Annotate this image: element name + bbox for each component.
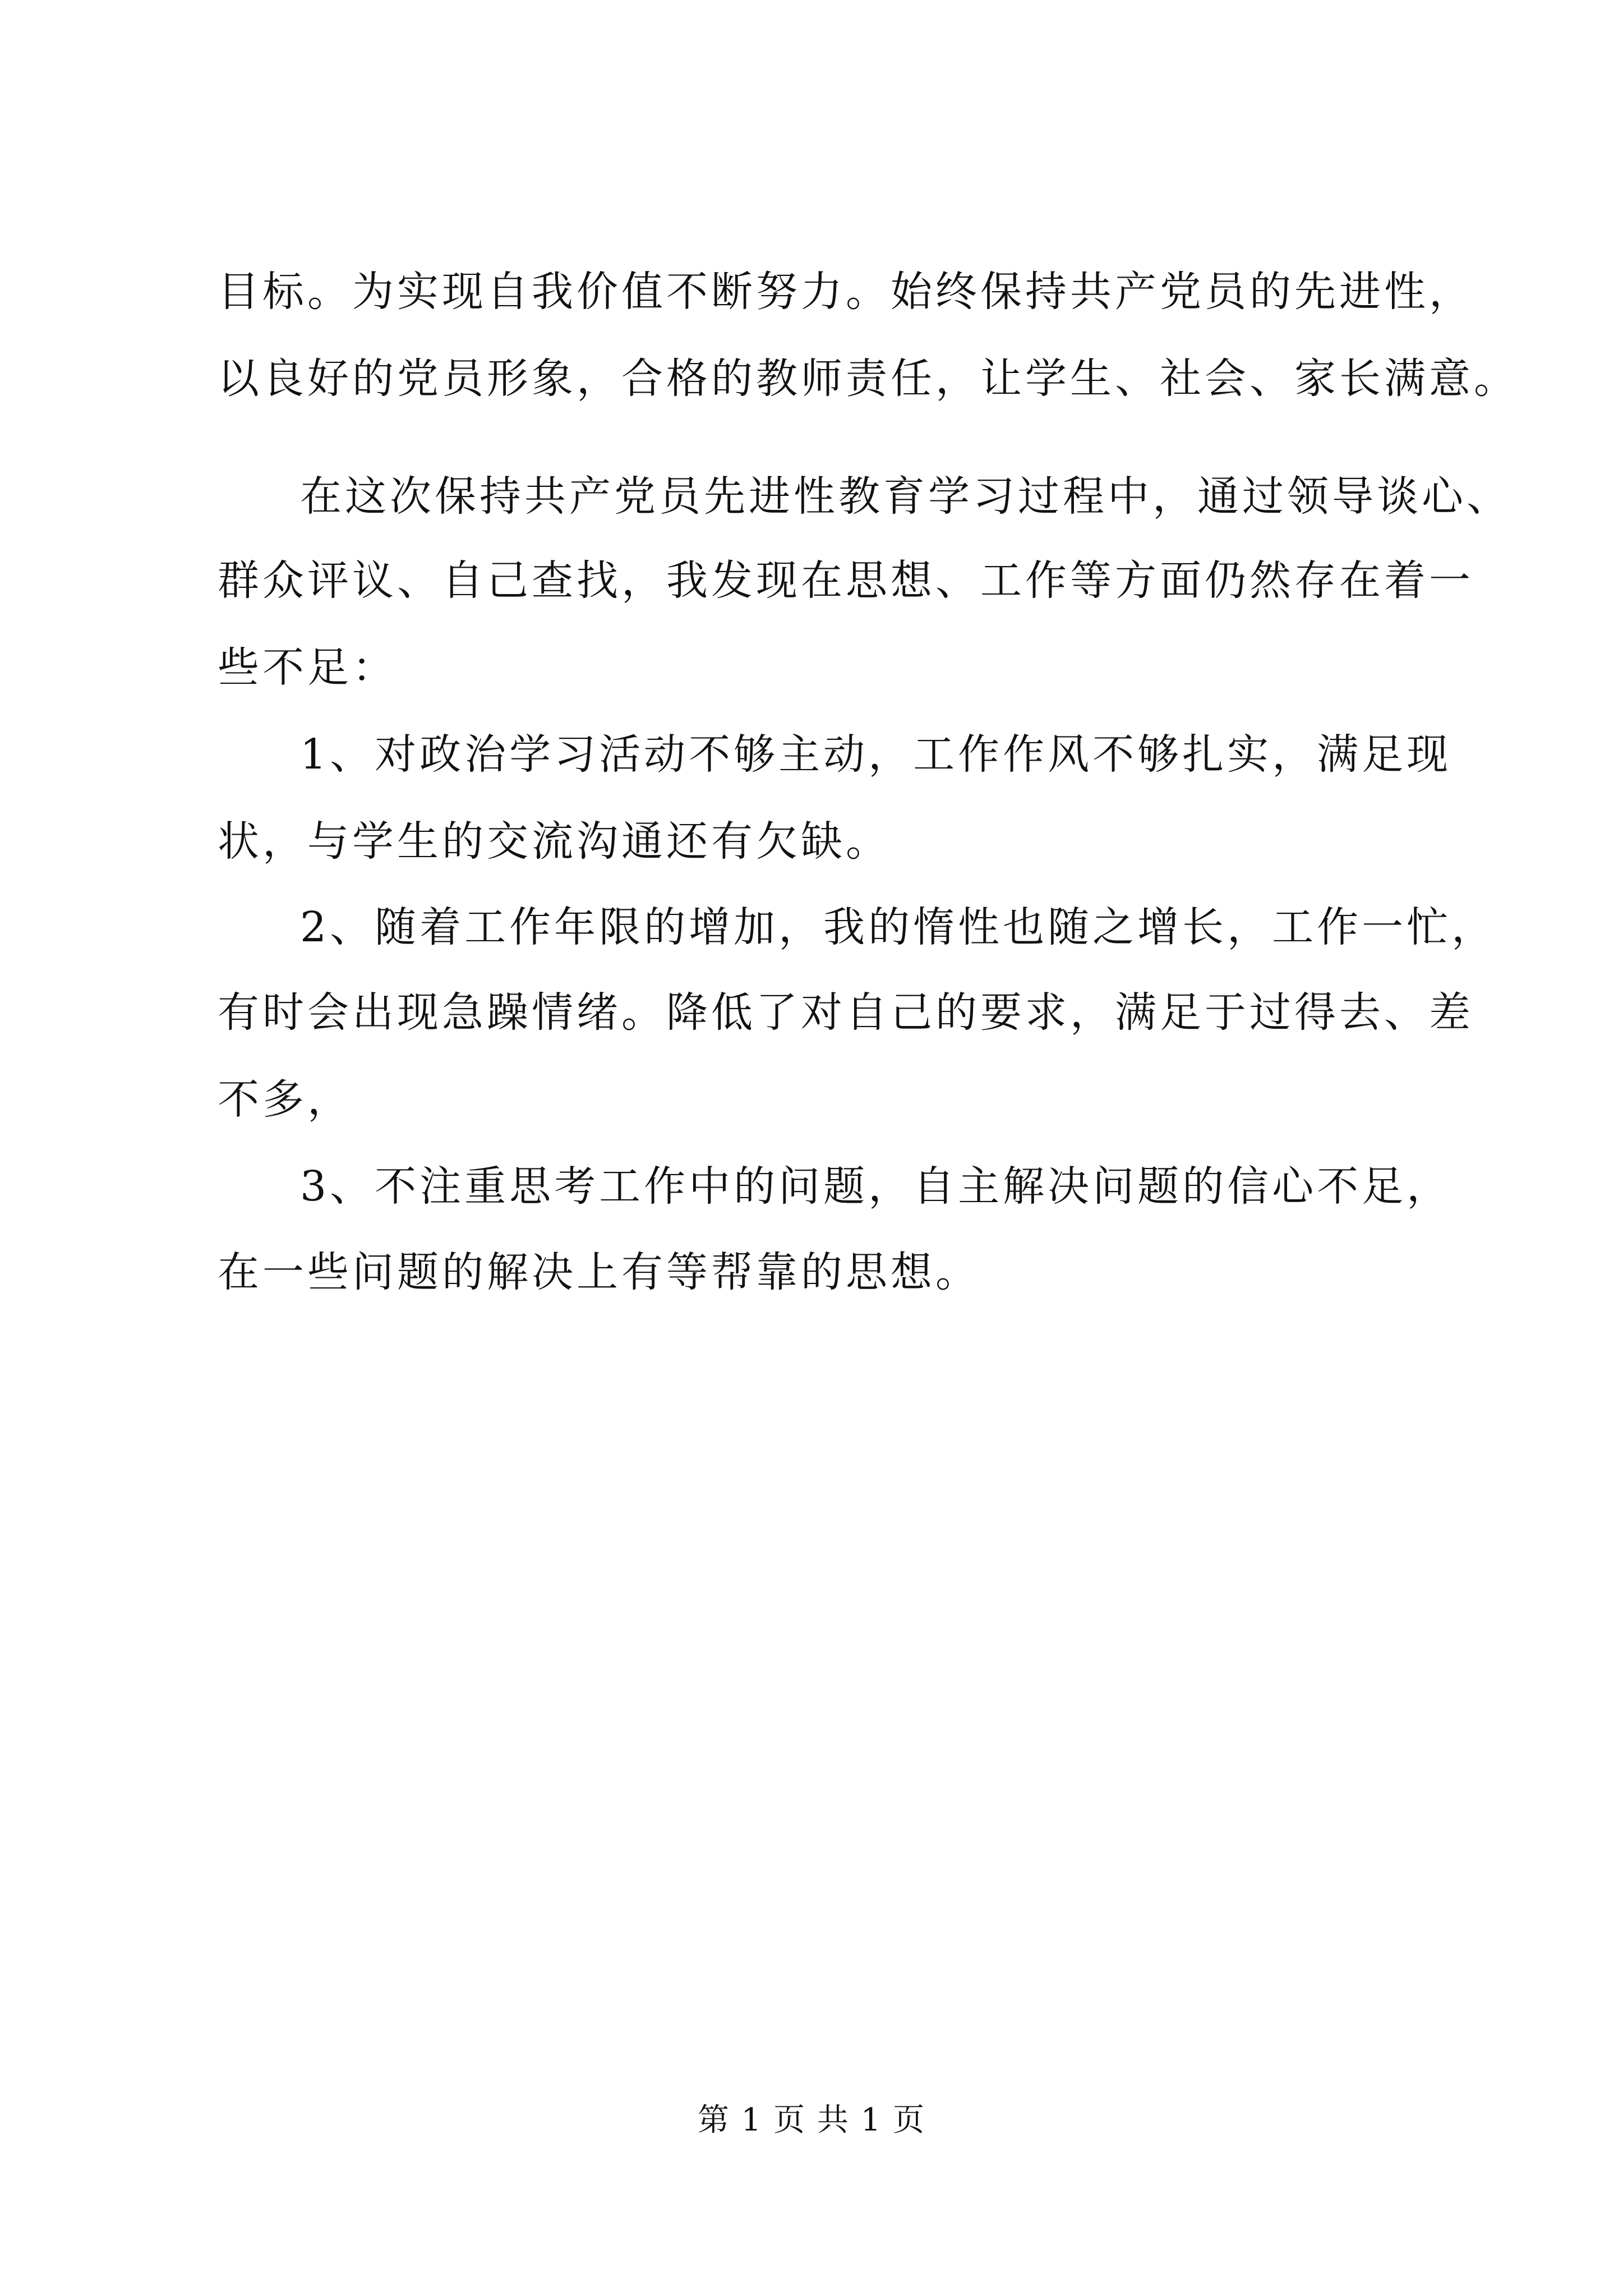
list-item-3-line-2: 在一些问题的解决上有等帮靠的思想。 (218, 1248, 980, 1296)
paragraph-intro-line-2: 群众评议、自己查找，我发现在思想、工作等方面仍然存在着一 (218, 556, 1474, 605)
paragraph-intro-line-1: 在这次保持共产党员先进性教育学习过程中，通过领导谈心、 (300, 472, 1511, 521)
body-line-1: 目标。为实现自我价值不断努力。始终保持共产党员的先进性， (218, 268, 1474, 316)
list-item-2-line-2: 有时会出现急躁情绪。降低了对自己的要求，满足于过得去、差 (218, 988, 1474, 1037)
list-item-2-line-3: 不多， (218, 1075, 352, 1124)
list-item-1-line-2: 状，与学生的交流沟通还有欠缺。 (218, 817, 891, 866)
list-item-1-line-1: 1、对政治学习活动不够主动，工作作风不够扎实，满足现 (300, 730, 1452, 779)
list-item-3-line-1: 3、不注重思考工作中的问题，自主解决问题的信心不足， (300, 1162, 1452, 1211)
page-footer: 第 1 页 共 1 页 (697, 2102, 926, 2138)
paragraph-intro-line-3: 些不足： (218, 643, 397, 692)
body-line-2: 以良好的党员形象，合格的教师责任，让学生、社会、家长满意。 (218, 355, 1519, 403)
list-item-2-line-1: 2、随着工作年限的增加，我的惰性也随之增长，工作一忙， (300, 903, 1497, 951)
